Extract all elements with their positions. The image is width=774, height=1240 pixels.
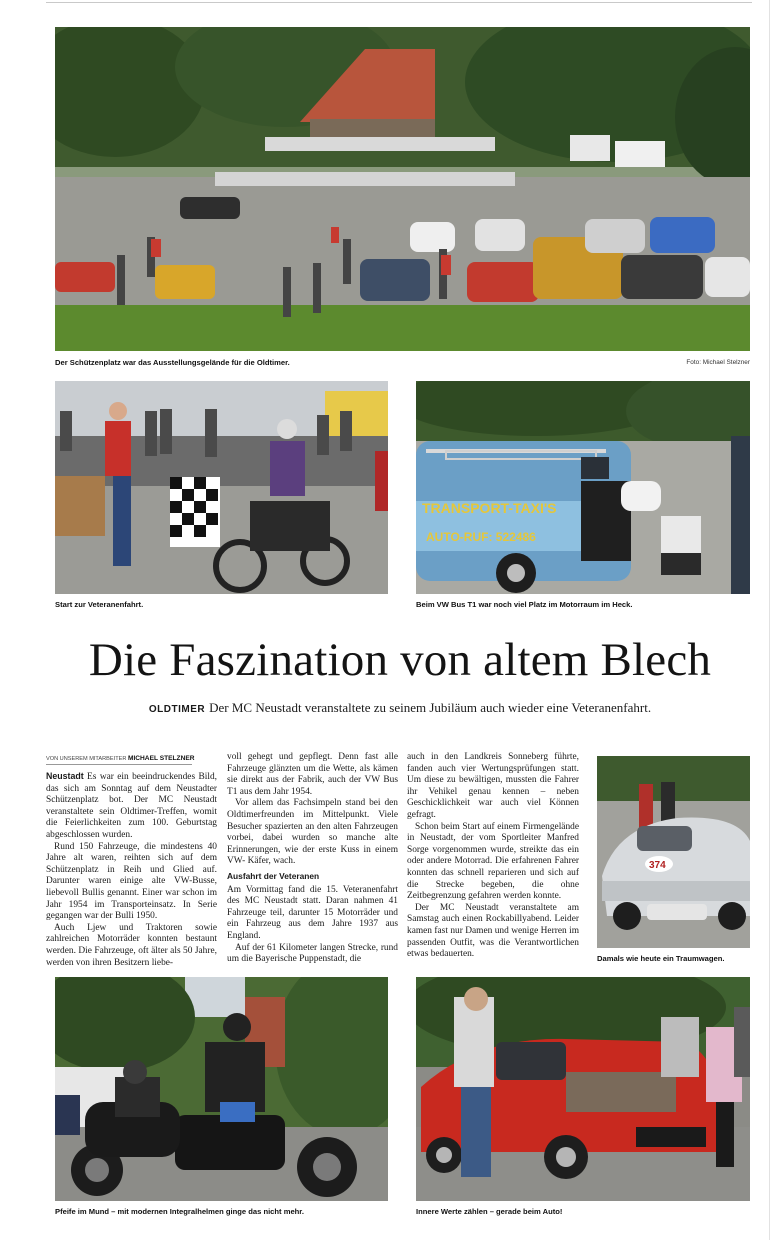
mercedes-photo bbox=[597, 756, 750, 948]
byline-name: MICHAEL STELZNER bbox=[127, 755, 195, 762]
photo-credit: Foto: Michael Stelzner bbox=[686, 359, 750, 366]
photo-caption: Innere Werte zählen – gerade beim Auto! bbox=[416, 1207, 563, 1216]
top-rule bbox=[46, 2, 752, 3]
article-column-3 bbox=[407, 752, 579, 961]
headline: Die Faszination von altem Blech bbox=[88, 634, 712, 686]
article-column-1 bbox=[46, 771, 217, 969]
paragraph: Auch Ljew und Traktoren sowie zahlreichen Motorräder konnten bestaunt werden. Die Fahrzeuge, oft älter als 50 Jahre, werden von ihren Besitzern liebe- bbox=[46, 922, 217, 968]
paragraph: Der MC Neustadt veranstaltete am Samstag auch einen Rockabillyabend. Leider kamen fast nur Damen und wenige Herren im passenden Outfit, was die Verantwortlichen etwas bedauerten. bbox=[407, 902, 579, 960]
photo-caption: Start zur Veteranenfahrt. bbox=[55, 600, 144, 609]
start-photo bbox=[55, 381, 388, 594]
paragraph: voll gehegt und gepflegt. Denn fast alle Fahrzeuge glänzten um die Wette, als kämen sie direkt aus der Fabrik, auch der VW Bus T1 aus dem Jahr 1954. bbox=[227, 752, 398, 797]
byline bbox=[46, 755, 195, 765]
photo-caption: Pfeife im Mund – mit modernen Integralhelmen ginge das nicht mehr. bbox=[55, 1207, 304, 1216]
race-number: 374 bbox=[649, 860, 666, 871]
byline-prefix: VON UNSEREM MITARBEITER bbox=[46, 756, 127, 762]
photo-caption: Beim VW Bus T1 war noch viel Platz im Motorraum im Heck. bbox=[416, 600, 633, 609]
vw-bus-photo bbox=[416, 381, 750, 594]
photo-caption: Damals wie heute ein Traumwagen. bbox=[597, 954, 725, 963]
subheading: Ausfahrt der Veteranen bbox=[227, 870, 320, 881]
paragraph: Am Vormittag fand die 15. Veteranenfahrt des MC Neustadt statt. Daran nahmen 41 Fahrzeuge teil, darunter 15 Motorräder und ein Fahrzeug aus dem Jahre 1937 aus England. bbox=[227, 884, 398, 941]
paragraph: Schon beim Start auf einem Firmengelände in Neustadt, der vom Sportleiter Manfred Sorge vorgenommen wurde, streikte das ein oder andere Motorrad. Die erfahrenen Fahrer konnten das schnell reparieren und sich auf die Strecke begeben, die ohne Zeitbegrenzung gefahren werden konnte. bbox=[407, 821, 579, 902]
showground-photo bbox=[55, 27, 750, 351]
kicker: OLDTIMER bbox=[148, 704, 206, 715]
paragraph: auch in den Landkreis Sonneberg führte, fanden auch vier Wertungsprüfungen statt. Um diese zu bewältigen, mussten die Fahrer ihr Vehikel genau kennen – neben Geschicklichkeit war auch viel Können gefragt. bbox=[407, 752, 579, 820]
subheadline-text: Der MC Neustadt veranstaltete zu seinem Jubiläum auch wieder eine Veteranenfahrt. bbox=[209, 700, 652, 715]
van-lettering-1: TRANSPORT-TAXI'S bbox=[422, 500, 557, 516]
paragraph: Rund 150 Fahrzeuge, die mindestens 40 Jahre alt waren, reihten sich auf dem Schützenplatz in Reih und Glied auf. Darunter waren einige alte VW-Busse, liebevoll Bullis genannt. Einer war schon im Jahr 1954 im Transporteinsatz. In Serie gegangen war der Bulli 1950. bbox=[46, 841, 217, 922]
paragraph: Vor allem das Fachsimpeln stand bei den Oldtimerfreunden im Mittelpunkt. Viele Besucher spazierten an den alten Fahrzeugen vorbei, dabei wurden so manche alte Erinnerungen, wie der erste Kuss in einem VW- Käfer, wach. bbox=[227, 798, 398, 867]
paragraph: Auf der 61 Kilometer langen Strecke, rund um die Bayerische Puppenstadt, die bbox=[227, 942, 398, 965]
van-lettering-2: AUTO-RUF: 522486 bbox=[426, 530, 536, 544]
camaro-photo bbox=[416, 977, 750, 1201]
dateline: Neustadt bbox=[46, 771, 84, 781]
photo-caption: Der Schützenplatz war das Ausstellungsgelände für die Oldtimer. bbox=[55, 358, 290, 367]
article-column-2 bbox=[227, 752, 398, 966]
page-edge bbox=[769, 0, 770, 1240]
sidecar-photo bbox=[55, 977, 388, 1201]
paragraph: Es war ein beeindruckendes Bild, das sich am Sonntag auf dem Neustadter Schützenplatz bot. Der MC Neustadt veranstaltete sein Oldtimer-Treffen, womit die Feierlichkeiten zum 100. Geburtstag abgeschlossen wurden. bbox=[46, 772, 218, 840]
subheadline bbox=[46, 700, 754, 716]
